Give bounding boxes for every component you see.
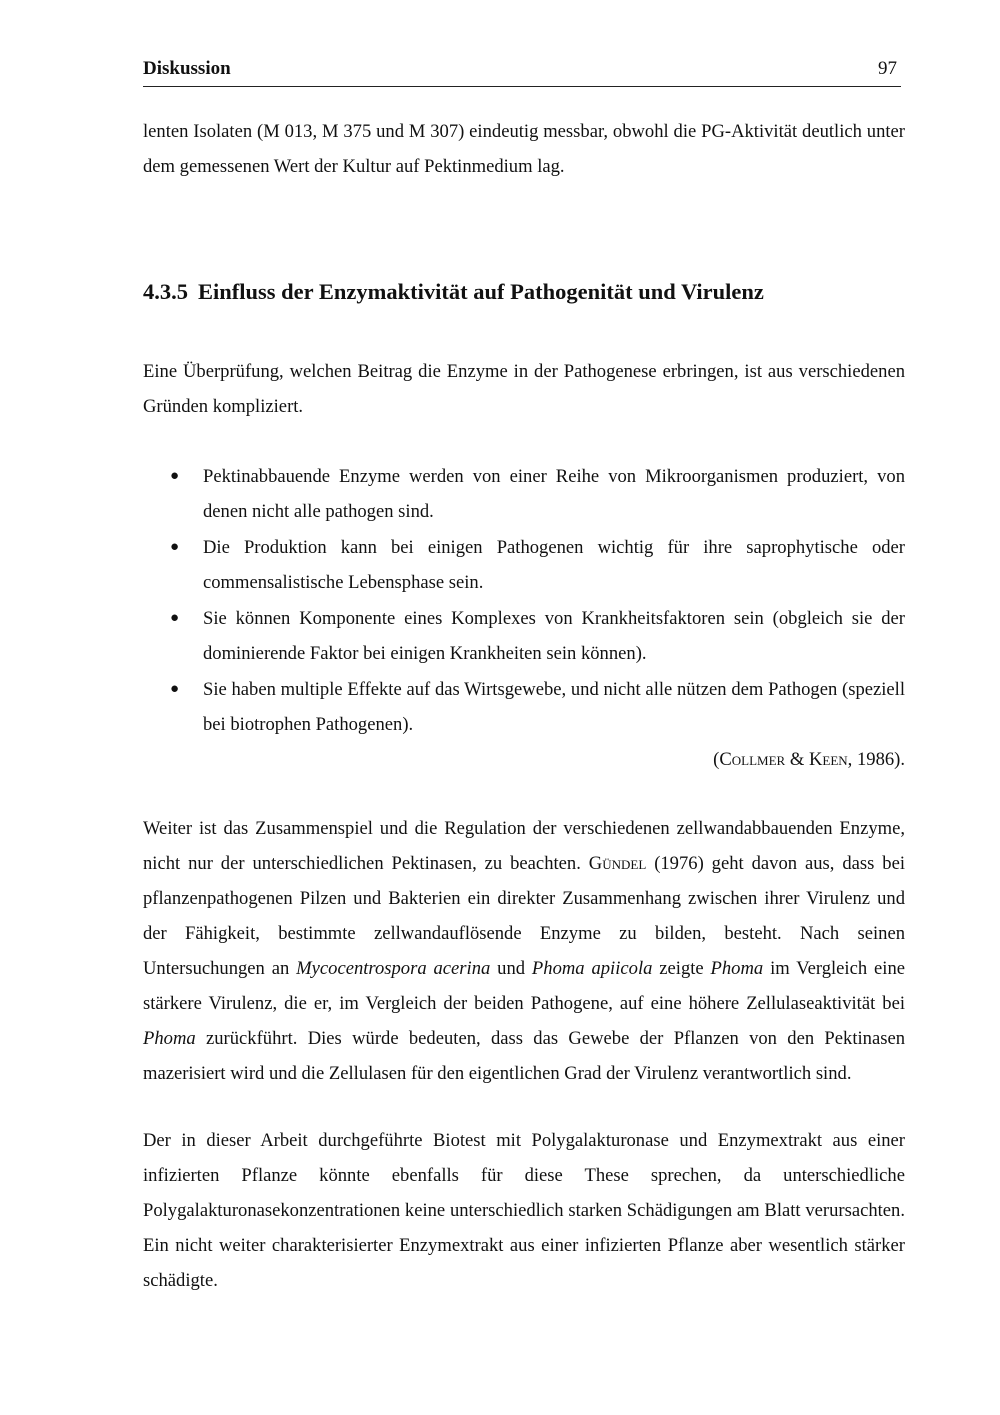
bullet-text: Die Produktion kann bei einigen Pathogenen wichtig für ihre saprophytische oder commensalistische Lebensphase sein.: [203, 537, 905, 593]
biotest-paragraph: Der in dieser Arbeit durchgeführte Biotest mit Polygalakturonase und Enzymextrakt aus einer infizierten Pflanze könnte ebenfalls für diese These sprechen, da unterschiedliche Polygalakturonasekonzentrationen keine unterschiedlich starken Schädigungen am Blatt verursachten. Ein nicht weiter charakterisierter Enzymextrakt aus einer infizierten Pflanze aber wesentlich stärker schädigte.: [143, 1130, 905, 1291]
species-name: Phoma: [710, 958, 764, 979]
header-title: Diskussion: [143, 58, 231, 79]
list-item: [143, 672, 905, 742]
citation-author-1: Collmer: [719, 749, 786, 770]
author-reference: Gündel: [588, 853, 647, 874]
page-header: [143, 56, 901, 87]
discussion-paragraph: Weiter ist das Zusammenspiel und die Regulation der verschiedenen zellwandabbauenden Enzyme, nicht nur der unterschiedlichen Pektinasen, zu beachten. Gündel (1976) geht davon aus, dass bei pflanzenpathogenen Pilzen und Bakterien ein direkter Zusammenhang zwischen ihrer Virulenz und der Fähigkeit, bestimmte zellwandauflösende Enzyme zu bilden, besteht. Nach seinen Untersuchungen an Mycocentrospora acerina und Phoma apiicola zeigte Phoma im Vergleich eine stärkere Virulenz, die er, im Vergleich der beiden Pathogene, auf eine höhere Zellulaseaktivität bei Phoma zurückführt. Dies würde bedeuten, dass das Gewebe der Pflanzen von den Pektinasen mazerisiert wird und die Zellulasen für den eigentlichen Grad der Virulenz verantwortlich sind.: [143, 818, 905, 1084]
list-item: [143, 459, 905, 529]
section-heading: [143, 279, 764, 305]
bullet-text: Sie können Komponente eines Komplexes von Krankheitsfaktoren sein (obgleich sie der dominierende Faktor bei einigen Krankheiten sein können).: [203, 608, 905, 664]
bullet-text: Sie haben multiple Effekte auf das Wirtsgewebe, und nicht alle nützen dem Pathogen (speziell bei biotrophen Pathogenen).: [203, 679, 905, 735]
bullet-icon: ●: [170, 468, 180, 484]
citation-author-2: Keen: [808, 749, 848, 770]
list-item: [143, 601, 905, 671]
page-number: 97: [878, 58, 897, 79]
citation-year: , 1986).: [847, 749, 905, 770]
list-item: [143, 530, 905, 600]
intro-paragraph: lenten Isolaten (M 013, M 375 und M 307) eindeutig messbar, obwohl die PG-Aktivität deutlich unter dem gemessenen Wert der Kultur auf Pektinmedium lag.: [143, 121, 905, 177]
citation: (Collmer & Keen, 1986).: [713, 749, 905, 770]
bullet-icon: ●: [170, 681, 180, 697]
bullet-icon: ●: [170, 610, 180, 626]
lead-paragraph: Eine Überprüfung, welchen Beitrag die Enzyme in der Pathogenese erbringen, ist aus verschiedenen Gründen kompliziert.: [143, 361, 905, 417]
section-title: Einfluss der Enzymaktivität auf Pathogenität und Virulenz: [198, 279, 764, 304]
bullet-icon: ●: [170, 539, 180, 555]
species-name: Phoma apiicola: [531, 958, 653, 979]
species-name: Mycocentrospora acerina: [296, 958, 491, 979]
section-number: 4.3.5: [143, 279, 188, 304]
bullet-list: [143, 459, 905, 743]
bullet-text: Pektinabbauende Enzyme werden von einer Reihe von Mikroorganismen produziert, von denen nicht alle pathogen sind.: [203, 466, 905, 522]
species-name: Phoma: [143, 1028, 196, 1049]
